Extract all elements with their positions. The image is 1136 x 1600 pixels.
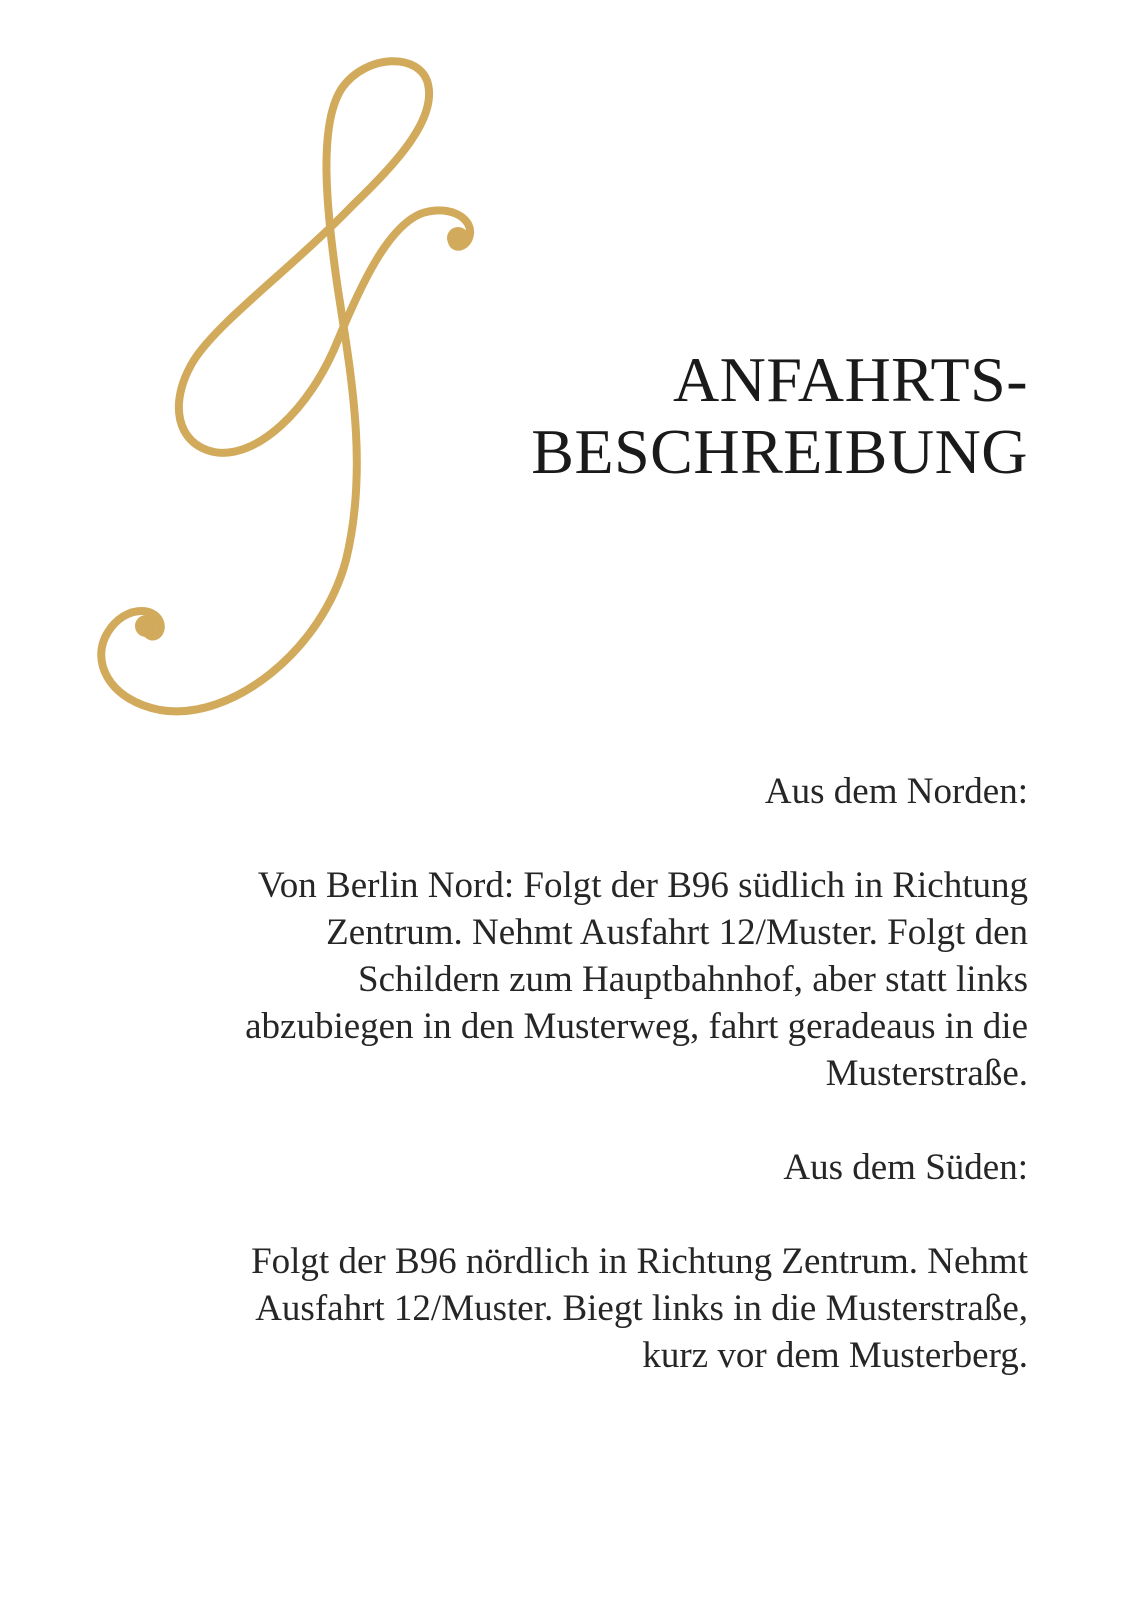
directions-south-text	[88, 1238, 1028, 1379]
text-line: Schildern zum Hauptbahnhof, aber statt links	[358, 959, 1028, 1000]
section-heading-south: Aus dem Süden:	[783, 1147, 1028, 1188]
title-line-2: BESCHREIBUNG	[531, 416, 1028, 487]
page-title	[531, 344, 1028, 488]
calligraphic-s-flourish-icon	[80, 48, 500, 738]
text-line: abzubiegen in den Musterweg, fahrt geradeaus in die	[245, 1006, 1028, 1047]
directions-content	[88, 768, 1028, 1426]
title-line-1: ANFAHRTS-	[672, 344, 1028, 415]
text-line: Zentrum. Nehmt Ausfahrt 12/Muster. Folgt den	[326, 912, 1028, 953]
text-line: Folgt der B96 nördlich in Richtung Zentrum. Nehmt	[251, 1241, 1028, 1282]
section-heading-north: Aus dem Norden:	[764, 771, 1028, 812]
directions-north-text	[88, 862, 1028, 1097]
text-line: kurz vor dem Musterberg.	[642, 1335, 1028, 1376]
text-line: Von Berlin Nord: Folgt der B96 südlich in Richtung	[257, 865, 1028, 906]
text-line: Musterstraße.	[825, 1053, 1028, 1094]
text-line: Ausfahrt 12/Muster. Biegt links in die Musterstraße,	[255, 1288, 1028, 1329]
